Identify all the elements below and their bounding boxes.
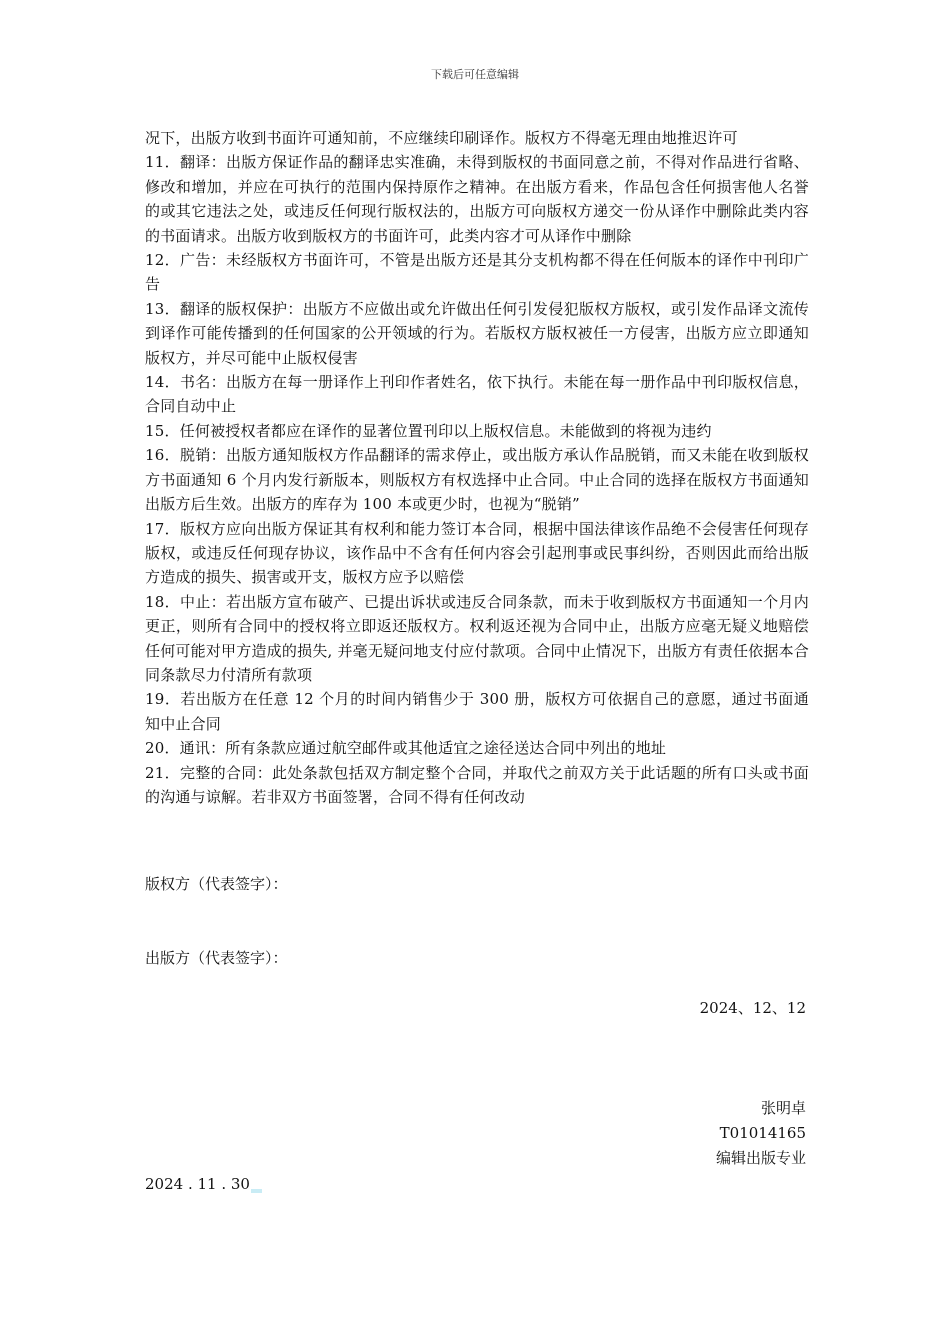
clause-18-termination: 18．中止：若出版方宣布破产、已提出诉状或违反合同条款，而未于收到版权方书面通知一个月内更正，则所有合同中的授权将立即返还版权方。权利返还视为合同中止，出版方应毫无疑义地赔偿任何可能对甲方造成的损失, 并毫无疑问地支付应付款项。合同中止情况下，出版方有责任依据本合同条款尽力付清所有款项: [145, 592, 809, 684]
contract-date: 2024、12、12: [699, 999, 806, 1017]
author-name: 张明卓: [760, 1099, 806, 1117]
clause-19-sales: 19．若出版方在任意 12 个月的时间内销售少于 300 册，版权方可依据自己的意愿，通过书面通知中止合同: [145, 690, 809, 733]
clause-14-title: 14．书名：出版方在每一册译作上刊印作者姓名，依下执行。未能在每一册作品中刊印版权信息，合同自动中止: [145, 373, 809, 416]
contract-body: [145, 126, 809, 809]
author-major: 编辑出版专业: [715, 1149, 806, 1167]
footer-date-line: [145, 1172, 262, 1196]
clause-20-communication: 20．通讯：所有条款应通过航空邮件或其他适宜之途径送达合同中列出的地址: [145, 739, 667, 758]
clause-21-entire-agreement: 21．完整的合同：此处条款包括双方制定整个合同，并取代之前双方关于此话题的所有口头或书面的沟通与谅解。若非双方书面签署，合同不得有任何改动: [145, 763, 809, 806]
page-header-note: 下载后可任意编辑: [431, 68, 519, 81]
footer-date: 2024 . 11 . 30: [145, 1175, 250, 1193]
clause-11-translation: 11．翻译：出版方保证作品的翻译忠实准确，未得到版权的书面同意之前，不得对作品进行省略、修改和增加，并应在可执行的范围内保持原作之精神。在出版方看来，作品包含任何损害他人名誉的或其它违法之处，或违反任何现行版权法的，出版方可向版权方递交一份从译作中删除此类内容的书面请求。出版方收到版权方的书面许可，此类内容才可从译作中删除: [145, 153, 809, 245]
author-student-id: T01014165: [719, 1124, 806, 1142]
text-cursor-highlight: [251, 1189, 262, 1193]
clause-12-advertising: 12．广告：未经版权方书面许可，不管是出版方还是其分支机构都不得在任何版本的译作中刊印广告: [145, 251, 809, 294]
publisher-party-signature-label: 出版方（代表签字）：: [145, 949, 288, 967]
clause-15-notice: 15．任何被授权者都应在译作的显著位置刊印以上版权信息。未能做到的将视为违约: [145, 421, 712, 440]
copyright-party-signature-label: 版权方（代表签字）：: [145, 875, 288, 893]
clause-continuation: 况下，出版方收到书面许可通知前，不应继续印刷译作。版权方不得毫无理由地推迟许可: [145, 129, 738, 147]
clause-16-out-of-print: 16．脱销：出版方通知版权方作品翻译的需求停止，或出版方承认作品脱销，而又未能在收到版权方书面通知 6 个月内发行新版本，则版权方有权选择中止合同。中止合同的选择在版权方书面通知出版方后生效。出版方的库存为 100 本或更少时，也视为“脱销”: [145, 446, 809, 514]
clause-13-copyright-protection: 13．翻译的版权保护：出版方不应做出或允许做出任何引发侵犯版权方版权，或引发作品译文流传到译作可能传播到的任何国家的公开领域的行为。若版权方版权被任一方侵害，出版方应立即通知版权方，并尽可能中止版权侵害: [145, 299, 809, 367]
clause-17-warranty: 17．版权方应向出版方保证其有权利和能力签订本合同，根据中国法律该作品绝不会侵害任何现存版权，或违反任何现存协议，该作品中不含有任何内容会引起刑事或民事纠纷，否则因此而给出版方造成的损失、损害或开支，版权方应予以赔偿: [145, 519, 809, 587]
